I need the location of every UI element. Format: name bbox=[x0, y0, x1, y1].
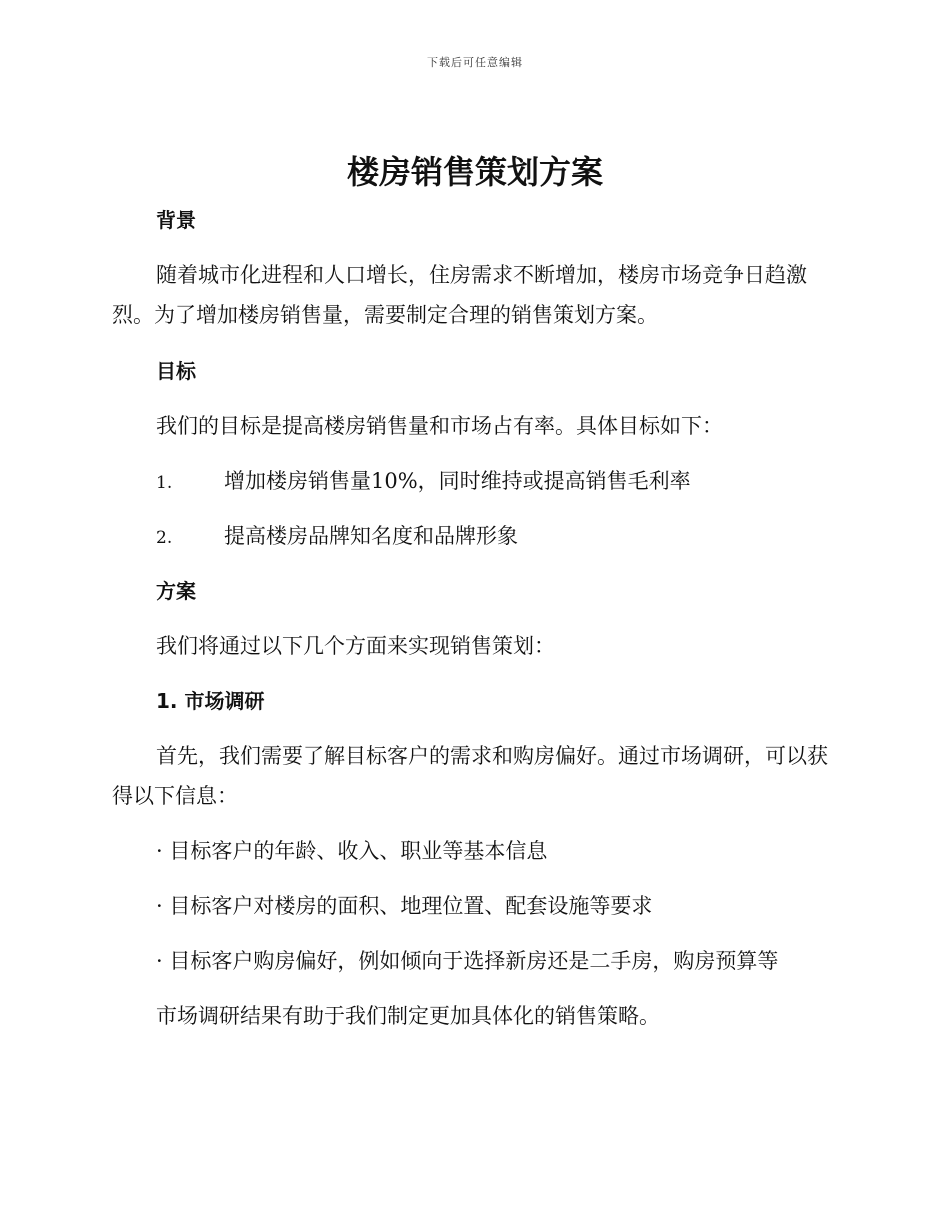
page-header: 下载后可任意编辑 bbox=[427, 56, 523, 69]
section-heading-background: 背景 bbox=[156, 208, 196, 232]
goal-item bbox=[112, 516, 832, 556]
section-heading-goals: 目标 bbox=[156, 359, 196, 383]
subheading-market-research: 1. 市场调研 bbox=[156, 689, 265, 713]
goal-item-text: 提高楼房品牌知名度和品牌形象 bbox=[224, 524, 518, 548]
background-paragraph: 随着城市化进程和人口增长，住房需求不断增加，楼房市场竞争日趋激烈。为了增加楼房销售量，需要制定合理的销售策划方案。 bbox=[112, 263, 807, 327]
bullet-item: · 目标客户的年龄、收入、职业等基本信息 bbox=[156, 839, 548, 863]
plan-intro: 我们将通过以下几个方面来实现销售策划： bbox=[156, 634, 555, 658]
market-research-paragraph: 首先，我们需要了解目标客户的需求和购房偏好。通过市场调研，可以获得以下信息： bbox=[112, 744, 828, 808]
conclusion-paragraph: 市场调研结果有助于我们制定更加具体化的销售策略。 bbox=[156, 1004, 660, 1028]
goal-item-number: 2. bbox=[156, 528, 173, 548]
section-heading-plan: 方案 bbox=[156, 579, 196, 603]
bullet-item: · 目标客户购房偏好，例如倾向于选择新房还是二手房，购房预算等 bbox=[156, 949, 779, 973]
goal-item bbox=[112, 461, 832, 501]
document-body bbox=[112, 200, 832, 1036]
goal-item-text: 增加楼房销售量10%，同时维持或提高销售毛利率 bbox=[224, 469, 691, 493]
goal-item-number: 1. bbox=[156, 473, 173, 493]
bullet-item: · 目标客户对楼房的面积、地理位置、配套设施等要求 bbox=[156, 894, 653, 918]
goals-intro: 我们的目标是提高楼房销售量和市场占有率。具体目标如下： bbox=[156, 414, 723, 438]
document-title: 楼房销售策划方案 bbox=[346, 153, 603, 191]
